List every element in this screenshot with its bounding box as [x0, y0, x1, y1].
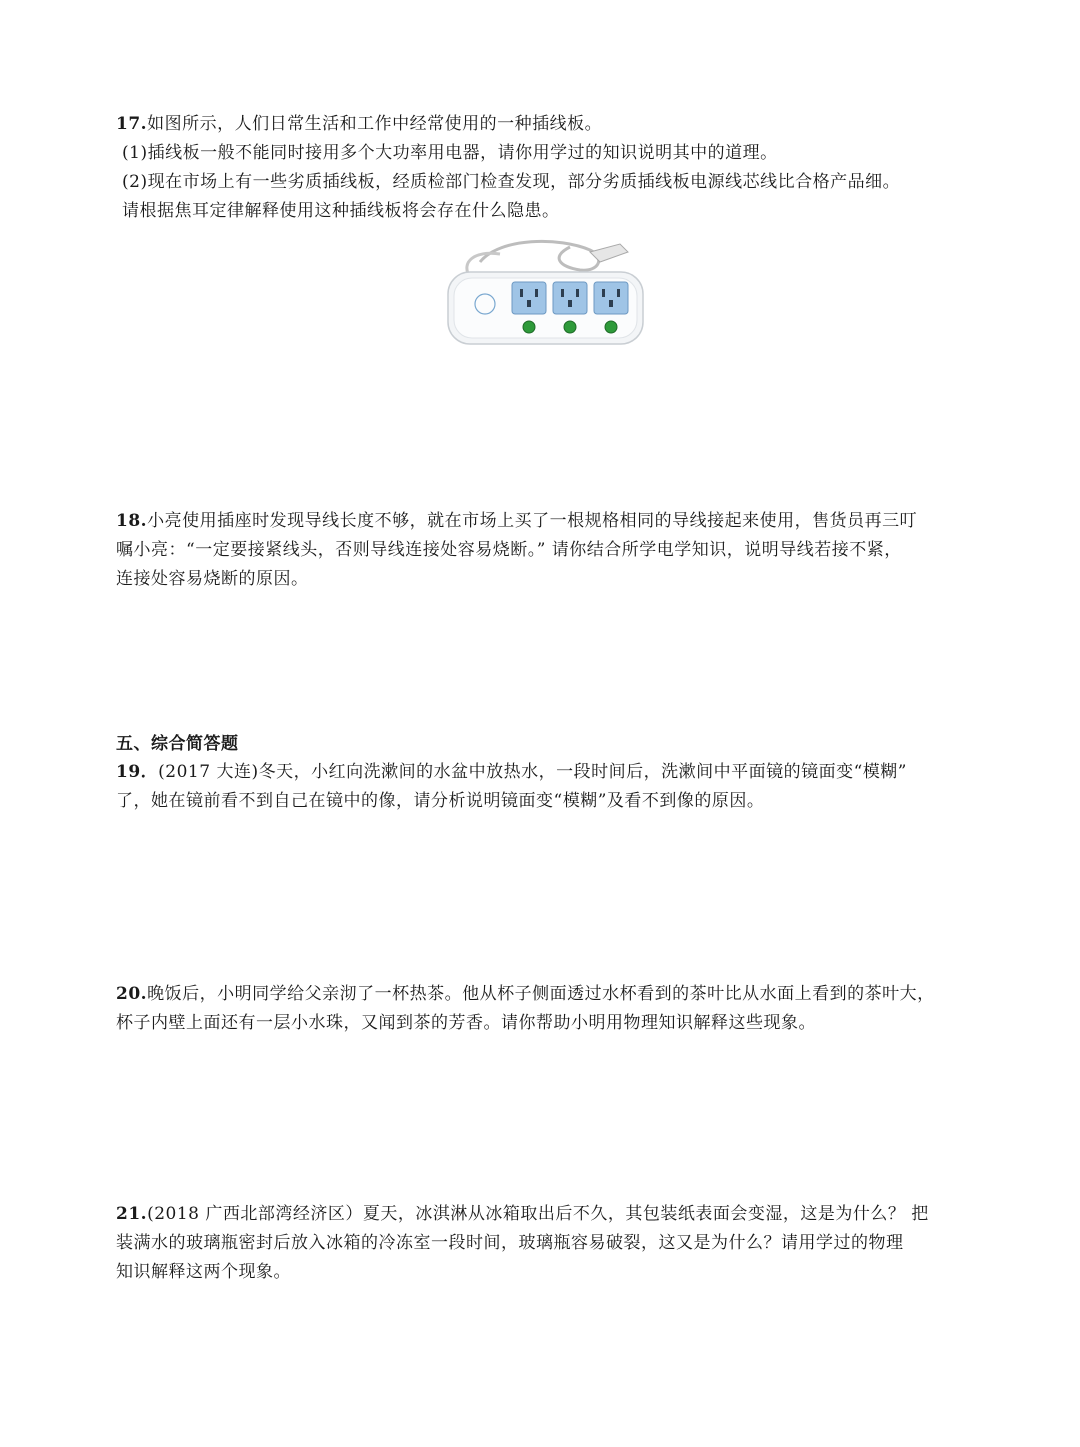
question-17: [116, 110, 976, 226]
question-text: (2018 广西北部湾经济区）夏天，冰淇淋从冰箱取出后不久，其包装纸表面会变湿，这是为什么？ 把: [147, 1204, 929, 1224]
power-strip-icon: [440, 232, 650, 350]
question-text-line: 杯子内壁上面还有一层小水珠，又闻到茶的芳香。请你帮助小明用物理知识解释这些现象。: [116, 1013, 816, 1033]
question-number: 19．: [116, 762, 159, 782]
question-text-line: 连接处容易烧断的原因。: [116, 569, 309, 589]
question-text: 晚饭后，小明同学给父亲沏了一杯热茶。他从杯子侧面透过水杯看到的茶叶比从水面上看到的茶叶大，: [147, 984, 935, 1004]
question-text: 如图所示，人们日常生活和工作中经常使用的一种插线板。: [147, 114, 603, 134]
question-number: 17.: [116, 114, 148, 134]
question-subpart-1: (1)插线板一般不能同时接用多个大功率用电器，请你用学过的知识说明其中的道理。: [122, 143, 778, 163]
question-text-line: 知识解释这两个现象。: [116, 1262, 291, 1282]
question-number: 18.: [116, 511, 148, 531]
question-19: [116, 758, 976, 816]
question-text-line: 装满水的玻璃瓶密封后放入冰箱的冷冻室一段时间，玻璃瓶容易破裂，这又是为什么？请用学过的物理: [116, 1233, 904, 1253]
question-text-line: 了，她在镜前看不到自己在镜中的像，请分析说明镜面变“模糊”及看不到像的原因。: [116, 791, 765, 811]
question-number: 21.: [116, 1204, 148, 1224]
question-21: [116, 1200, 976, 1287]
section-heading: 五、综合简答题: [116, 734, 239, 754]
question-text: (2017 大连)冬天，小红向洗漱间的水盆中放热水，一段时间后，洗漱间中平面镜的镜面变“模糊”: [158, 762, 907, 782]
question-text: 小亮使用插座时发现导线长度不够，就在市场上买了一根规格相同的导线接起来使用，售货员再三叮: [147, 511, 918, 531]
question-text-line: 嘱小亮：“一定要接紧线头，否则导线连接处容易烧断。” 请你结合所学电学知识，说明导线若接不紧，: [116, 540, 902, 560]
question-18: [116, 507, 976, 594]
question-subpart-2-continued: 请根据焦耳定律解释使用这种插线板将会存在什么隐患。: [122, 201, 560, 221]
question-number: 20.: [116, 984, 148, 1004]
question-subpart-2: (2)现在市场上有一些劣质插线板，经质检部门检查发现，部分劣质插线板电源线芯线比合格产品细。: [122, 172, 901, 192]
question-20: [116, 980, 976, 1038]
